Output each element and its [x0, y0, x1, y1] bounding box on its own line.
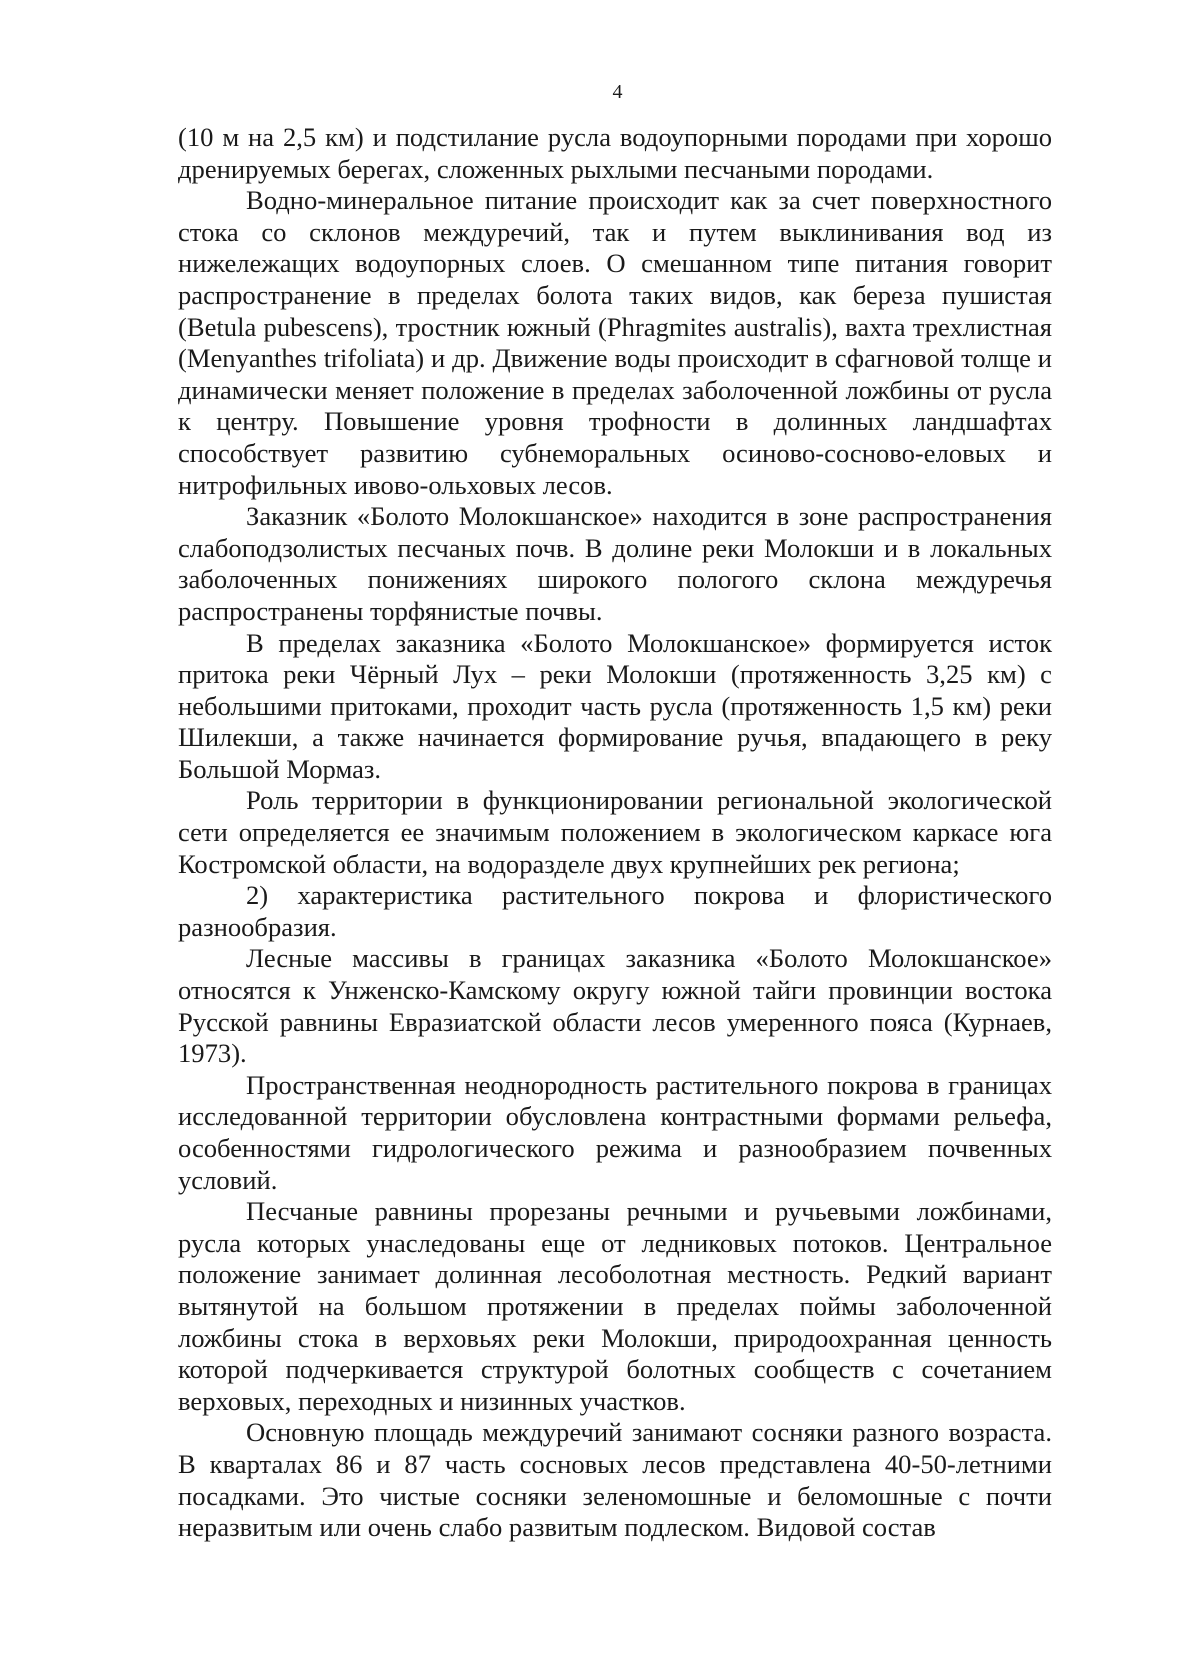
- paragraph: Песчаные равнины прорезаны речными и ручьевыми ложбинами, русла которых унаследованы еще от ледниковых потоков. Центральное положение занимает долинная лесоболотная местность. Редкий вариант вытянутой на большом протяжении в пределах поймы заболоченной ложбины стока в верховьях реки Молокши, природоохранная ценность которой подчеркивается структурой болотных сообществ с сочетанием верховых, переходных и низинных участков.: [178, 1196, 1052, 1416]
- document-body: [178, 122, 1052, 1544]
- paragraph: (10 м на 2,5 км) и подстилание русла водоупорными породами при хорошо дренируемых берегах, сложенных рыхлыми песчаными породами.: [178, 122, 1052, 184]
- paragraph: В пределах заказника «Болото Молокшанское» формируется исток притока реки Чёрный Лух – реки Молокши (протяженность 3,25 км) с небольшими притоками, проходит часть русла (протяженность 1,5 км) реки Шилекши, а также начинается формирование ручья, впадающего в реку Большой Мормаз.: [178, 627, 1052, 784]
- paragraph: Лесные массивы в границах заказника «Болото Молокшанское» относятся к Унженско-Камскому округу южной тайги провинции востока Русской равнины Евразиатской области лесов умеренного пояса (Курнаев, 1973).: [178, 943, 1052, 1069]
- page-number: 4: [612, 81, 623, 103]
- paragraph: Основную площадь междуречий занимают сосняки разного возраста. В кварталах 86 и 87 часть сосновых лесов представлена 40-50-летними посадками. Это чистые сосняки зеленомошные и беломошные с почти неразвитым или очень слабо развитым подлеском. Видовой состав: [178, 1417, 1052, 1543]
- paragraph: Заказник «Болото Молокшанское» находится в зоне распространения слабоподзолистых песчаных почв. В долине реки Молокши и в локальных заболоченных понижениях широкого пологого склона междуречья распространены торфянистые почвы.: [178, 501, 1052, 626]
- paragraph: Водно-минеральное питание происходит как за счет поверхностного стока со склонов междуречий, так и путем выклинивания вод из нижележащих водоупорных слоев. О смешанном типе питания говорит распространение в пределах болота таких видов, как береза пушистая (Betula pubescens), тростник южный (Phragmites australis), вахта трехлистная (Menyanthes trifoliata) и др. Движение воды происходит в сфагновой толще и динамически меняет положение в пределах заболоченной ложбины от русла к центру. Повышение уровня трофности в долинных ландшафтах способствует развитию субнеморальных осиново-сосново-еловых и нитрофильных ивово-ольховых лесов.: [178, 185, 1052, 500]
- paragraph: Роль территории в функционировании региональной экологической сети определяется ее значимым положением в экологическом каркасе юга Костромской области, на водоразделе двух крупнейших рек региона;: [178, 785, 1052, 879]
- paragraph: Пространственная неоднородность растительного покрова в границах исследованной территории обусловлена контрастными формами рельефа, особенностями гидрологического режима и разнообразием почвенных условий.: [178, 1069, 1052, 1195]
- paragraph: 2) характеристика растительного покрова и флористического разнообразия.: [178, 880, 1052, 942]
